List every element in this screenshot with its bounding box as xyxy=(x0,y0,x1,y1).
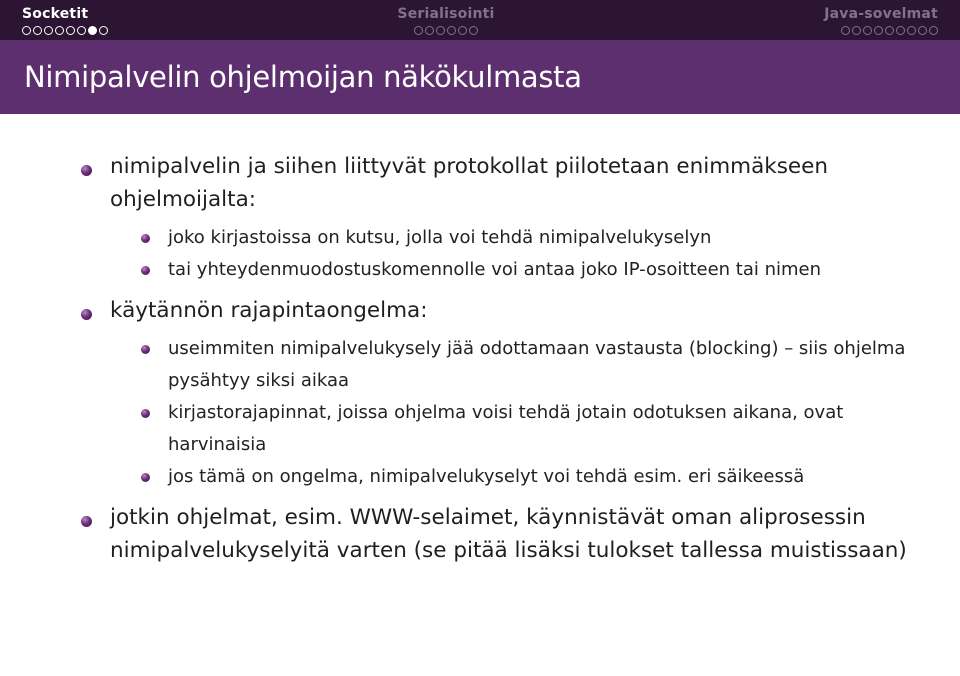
slide-dot[interactable] xyxy=(447,26,456,35)
slide-dot[interactable] xyxy=(907,26,916,35)
slide-content xyxy=(0,150,960,567)
bullet-icon xyxy=(81,516,92,527)
sub-bullet-icon xyxy=(141,473,150,482)
sub-bullet-text: jos tämä on ongelma, nimipalvelukyselyt voi tehdä esim. eri säikeessä xyxy=(168,466,805,487)
sub-bullet-item xyxy=(0,222,960,254)
slide-dot[interactable] xyxy=(469,26,478,35)
slide-dot[interactable] xyxy=(874,26,883,35)
slide-dot[interactable] xyxy=(425,26,434,35)
sub-bullet-icon xyxy=(141,409,150,418)
sub-bullet-icon xyxy=(141,266,150,275)
nav-section-java-sovelmat[interactable] xyxy=(663,0,960,40)
frame-title: Nimipalvelin ohjelmoijan näkökulmasta xyxy=(24,60,582,94)
slide-dots xyxy=(22,26,108,35)
slide-dot[interactable] xyxy=(55,26,64,35)
slide-dots xyxy=(414,26,478,35)
sub-bullet-text: tai yhteydenmuodostuskomennolle voi antaa joko IP-osoitteen tai nimen xyxy=(168,259,822,280)
sub-bullet-icon xyxy=(141,234,150,243)
bullet-item xyxy=(0,150,960,216)
slide-dot[interactable] xyxy=(918,26,927,35)
slide-dot[interactable] xyxy=(458,26,467,35)
bullet-item xyxy=(0,501,960,567)
slide-dot[interactable] xyxy=(863,26,872,35)
bullet-text: käytännön rajapintaongelma: xyxy=(110,298,428,323)
sub-bullet-item xyxy=(0,333,960,397)
slide-dot[interactable] xyxy=(841,26,850,35)
nav-section-serialisointi[interactable] xyxy=(297,0,662,40)
nav-title[interactable]: Serialisointi xyxy=(397,5,495,22)
bullet-text: nimipalvelin ja siihen liittyvät protokollat piilotetaan enimmäkseen ohjelmoijalta: xyxy=(110,154,829,212)
bullet-text: jotkin ohjelmat, esim. WWW-selaimet, käynnistävät oman aliprosessin nimipalvelukyselyitä varten (se pitää lisäksi tulokset tallessa muistissaan) xyxy=(110,505,907,563)
nav-section-socketit[interactable] xyxy=(0,0,297,40)
frame-title-bar xyxy=(0,40,960,114)
bullet-item xyxy=(0,294,960,327)
slide-dot[interactable] xyxy=(99,26,108,35)
sub-bullet-text: joko kirjastoissa on kutsu, jolla voi tehdä nimipalvelukyselyn xyxy=(168,227,712,248)
slide-dot[interactable] xyxy=(33,26,42,35)
sub-bullet-item xyxy=(0,397,960,461)
nav-title[interactable]: Socketit xyxy=(22,5,89,22)
slide-dot[interactable] xyxy=(896,26,905,35)
slide-dots xyxy=(841,26,938,35)
slide-dot[interactable] xyxy=(436,26,445,35)
bullet-icon xyxy=(81,309,92,320)
sub-bullet-item xyxy=(0,254,960,286)
slide-dot[interactable] xyxy=(66,26,75,35)
slide-dot[interactable] xyxy=(22,26,31,35)
slide-dot[interactable] xyxy=(77,26,86,35)
nav-title[interactable]: Java-sovelmat xyxy=(824,5,938,22)
slide-dot[interactable] xyxy=(44,26,53,35)
slide-dot[interactable] xyxy=(414,26,423,35)
slide-dot[interactable] xyxy=(852,26,861,35)
sub-bullet-text: kirjastorajapinnat, joissa ohjelma voisi tehdä jotain odotuksen aikana, ovat harvinaisia xyxy=(168,402,844,455)
navigation-bar xyxy=(0,0,960,40)
sub-bullet-item xyxy=(0,461,960,493)
bullet-icon xyxy=(81,165,92,176)
slide-dot[interactable] xyxy=(885,26,894,35)
sub-bullet-text: useimmiten nimipalvelukysely jää odottamaan vastausta (blocking) – siis ohjelma pysähtyy siksi aikaa xyxy=(168,338,906,391)
slide-dot[interactable] xyxy=(88,26,97,35)
slide-dot[interactable] xyxy=(929,26,938,35)
sub-bullet-icon xyxy=(141,345,150,354)
